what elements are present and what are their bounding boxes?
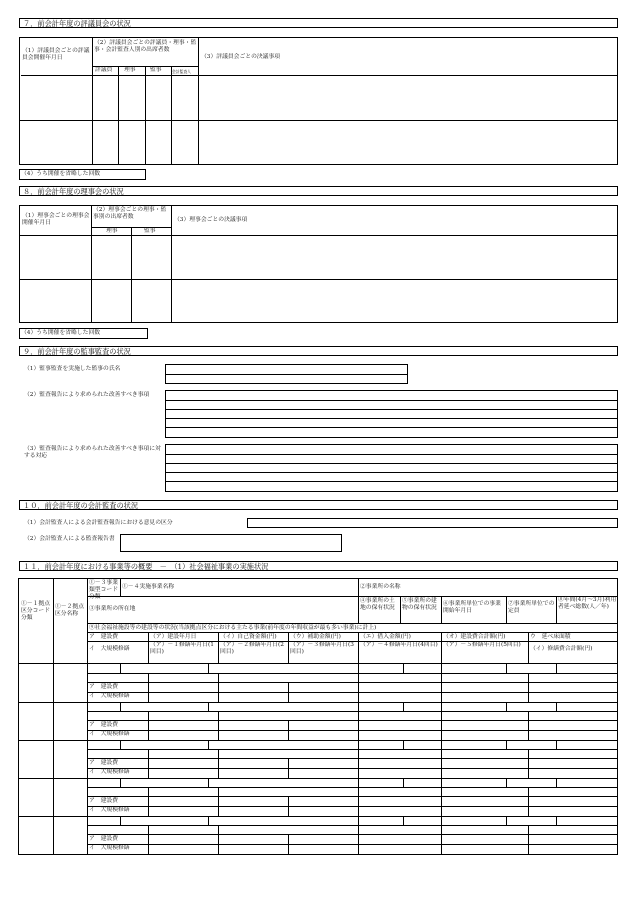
grid-rule — [288, 834, 289, 854]
s11-block5-a: ア 建設費 — [89, 836, 118, 842]
grid-rule — [358, 787, 359, 796]
s7-sub-auditor: 会計監査人 — [172, 69, 191, 74]
grid-rule — [218, 682, 219, 702]
grid-rule — [358, 702, 359, 711]
s10-q1-label: （1）会計監査人による会計監査報告における意見の区分 — [24, 520, 173, 526]
s10-q2-label: （2）会計監査人による監査報告書 — [24, 536, 115, 542]
grid-rule — [358, 664, 359, 673]
grid-rule — [556, 816, 557, 825]
grid-rule — [528, 711, 529, 720]
grid-rule — [358, 682, 359, 702]
s11-data-table — [18, 663, 618, 855]
grid-rule — [358, 673, 359, 682]
grid-rule — [528, 787, 529, 796]
grid-rule — [148, 749, 149, 758]
grid-rule — [288, 720, 289, 740]
s8-col3-header: （3）理事会ごとの決議事項 — [174, 217, 248, 223]
grid-rule — [506, 702, 507, 711]
s11-hdr-c1: ①－１拠点区分コード分類 — [21, 601, 50, 621]
grid-rule — [441, 682, 442, 702]
s8-sub-riji: 理事 — [106, 228, 118, 234]
section-8-title: ８．前会計年度の理事会の状況 — [19, 186, 618, 196]
grid-rule — [403, 816, 404, 825]
grid-rule — [148, 787, 149, 796]
grid-rule — [288, 796, 289, 816]
grid-rule — [403, 702, 404, 711]
s11-hdr-r4e: （エ）借入金額(円) — [360, 634, 411, 640]
grid-rule — [218, 673, 219, 682]
grid-rule — [441, 702, 442, 711]
s11-hdr-r5a: イ 大規模修繕 — [89, 646, 130, 652]
s8-omit-field[interactable] — [19, 328, 148, 339]
grid-rule — [148, 673, 149, 682]
grid-rule — [506, 664, 507, 673]
grid-rule — [441, 834, 442, 854]
s11-hdr-r5c: （ア）－２修繕年月日(2回目) — [220, 642, 284, 655]
s9-improvement-field[interactable] — [165, 390, 618, 438]
s11-hdr-r4g: ウ 延べ床面積 — [530, 634, 571, 640]
grid-rule — [506, 778, 507, 787]
grid-rule — [148, 825, 149, 834]
section-9-title: ９．前会計年度の監事監査の状況 — [19, 346, 618, 356]
s11-hdr-r5f: （ア）－５修繕年月日(5回目) — [443, 642, 521, 648]
grid-rule — [148, 834, 149, 854]
s11-hdr-r4c: （イ）自己資金額(円) — [220, 634, 277, 640]
grid-rule — [556, 664, 557, 673]
s11-block2-b: イ 大規模修繕 — [89, 731, 130, 737]
s11-hdr-r2e: ⑦事業所単位での定員 — [508, 601, 555, 614]
s9-q1-label: （1）監事監査を実施した監事の氏名 — [24, 366, 121, 372]
grid-rule — [358, 834, 359, 854]
s11-block2-a: ア 建設費 — [89, 722, 118, 728]
s9-response-field[interactable] — [165, 444, 618, 492]
s11-block1-b: イ 大規模修繕 — [89, 693, 130, 699]
s11-hdr-r4a: ア 建設費 — [89, 634, 118, 640]
s11-hdr-c2: ①－２拠点区分名称 — [55, 604, 84, 617]
grid-rule — [208, 778, 209, 787]
grid-rule — [441, 787, 442, 796]
grid-rule — [148, 711, 149, 720]
grid-rule — [120, 816, 121, 825]
grid-rule — [288, 758, 289, 778]
s11-header-table — [18, 578, 618, 664]
grid-rule — [528, 796, 529, 816]
s7-col3-header: （3）評議員会ごとの決議事項 — [201, 54, 281, 60]
grid-rule — [218, 749, 219, 758]
grid-rule — [528, 758, 529, 778]
grid-rule — [403, 740, 404, 749]
s7-omit-label: （4）うち開催を省略した回数 — [21, 171, 101, 177]
grid-rule — [528, 682, 529, 702]
s8-col2-header: （2）理事会ごとの理事・監事別の出席者数 — [93, 207, 167, 220]
grid-rule — [506, 740, 507, 749]
s11-hdr-r1c: ②事業所の名称 — [360, 584, 401, 590]
grid-rule — [441, 740, 442, 749]
s11-hdr-r1a: ①－３事業類型コード分類 — [89, 580, 118, 600]
grid-rule — [148, 720, 149, 740]
s7-sub-kanji: 監事 — [150, 67, 162, 73]
grid-rule — [148, 796, 149, 816]
s11-block3-a: ア 建設費 — [89, 760, 118, 766]
s11-block5-b: イ 大規模修繕 — [89, 845, 130, 851]
grid-rule — [528, 825, 529, 834]
s11-block1-a: ア 建設費 — [89, 684, 118, 690]
section-10-title: １０．前会計年度の会計監査の状況 — [19, 500, 618, 510]
grid-rule — [120, 778, 121, 787]
grid-rule — [403, 664, 404, 673]
grid-rule — [218, 834, 219, 854]
grid-rule — [528, 673, 529, 682]
s10-opinion-field[interactable] — [247, 518, 618, 528]
s11-hdr-r5b: （ア）－１修繕年月日(1回目) — [150, 642, 214, 655]
s11-hdr-r2a: ③事業所の所在地 — [89, 606, 136, 612]
s8-table — [19, 205, 618, 323]
grid-rule — [218, 711, 219, 720]
section-11-title: １１．前会計年度における事業等の概要 － （1）社会福祉事業の実施状況 — [19, 561, 618, 571]
grid-rule — [148, 758, 149, 778]
grid-rule — [441, 825, 442, 834]
grid-rule — [441, 664, 442, 673]
s11-hdr-r5d: （ア）－３修繕年月日(3回目) — [290, 642, 354, 655]
grid-rule — [556, 778, 557, 787]
s7-table — [19, 37, 618, 165]
s9-auditor-name-field[interactable] — [165, 364, 408, 384]
grid-rule — [120, 702, 121, 711]
s11-hdr-r4d: （ウ）補助金額(円) — [290, 634, 341, 640]
s11-block4-a: ア 建設費 — [89, 798, 118, 804]
grid-rule — [556, 740, 557, 749]
grid-rule — [403, 778, 404, 787]
s8-omit-label: （4）うち開催を省略した回数 — [21, 330, 101, 336]
s8-col1-header: （1）理事会ごとの理事会開催年月日 — [22, 213, 90, 226]
s10-report-field[interactable] — [120, 534, 342, 552]
grid-rule — [441, 778, 442, 787]
s11-hdr-r5g: （イ）修繕費合計額(円) — [530, 646, 593, 652]
grid-rule — [218, 825, 219, 834]
grid-rule — [506, 816, 507, 825]
grid-rule — [148, 682, 149, 702]
grid-rule — [120, 664, 121, 673]
grid-rule — [358, 816, 359, 825]
grid-rule — [441, 720, 442, 740]
grid-rule — [358, 796, 359, 816]
grid-rule — [120, 740, 121, 749]
grid-rule — [288, 682, 289, 702]
s9-q2-label: （2）監査報告により求められた改善すべき事項 — [24, 392, 150, 398]
grid-rule — [441, 673, 442, 682]
grid-rule — [441, 749, 442, 758]
grid-rule — [208, 702, 209, 711]
grid-rule — [358, 825, 359, 834]
s11-hdr-r2d: ⑥事業所単位での事業開始年月日 — [443, 601, 501, 614]
grid-rule — [358, 778, 359, 787]
s7-col1-header: （1）評議員会ごとの評議員会開催年月日 — [22, 48, 90, 61]
grid-rule — [528, 749, 529, 758]
s11-block4-b: イ 大規模修繕 — [89, 807, 130, 813]
s7-sub-riji: 理事 — [124, 67, 136, 73]
s7-date-cell-1[interactable] — [20, 75, 21, 76]
grid-rule — [208, 664, 209, 673]
grid-rule — [218, 796, 219, 816]
s11-hdr-r1b: ①－４実施事業名称 — [122, 584, 175, 590]
grid-rule — [358, 749, 359, 758]
s11-hdr-r2f: ⑧年間(4月～3月)利用者延べ総数(人／年) — [558, 597, 617, 610]
s11-hdr-r3: ⑨社会福祉施設等の建設等の状況(当該拠点区分における主たる事業(前年度の年間収益が最も多い事業)に計上) — [89, 625, 377, 631]
grid-rule — [208, 816, 209, 825]
s8-sub-kanji: 監事 — [144, 228, 156, 234]
s11-hdr-r4b: （ア）建設年月日 — [150, 634, 197, 640]
grid-rule — [358, 711, 359, 720]
s9-q3-label: （3）監査報告により求められた改善すべき事項に対する対応 — [24, 446, 161, 459]
grid-rule — [218, 758, 219, 778]
grid-rule — [218, 787, 219, 796]
s11-hdr-r2b: ④事業所の土地の保有状況 — [360, 598, 395, 611]
s11-block3-b: イ 大規模修繕 — [89, 769, 130, 775]
grid-rule — [556, 702, 557, 711]
grid-rule — [528, 834, 529, 854]
s7-omit-field[interactable] — [19, 169, 146, 180]
grid-rule — [358, 758, 359, 778]
s11-hdr-r5e: （ア）－４修繕年月日(4回目) — [360, 642, 438, 648]
grid-rule — [441, 711, 442, 720]
grid-rule — [358, 740, 359, 749]
grid-rule — [441, 796, 442, 816]
grid-rule — [441, 758, 442, 778]
grid-rule — [441, 816, 442, 825]
s7-sub-hyogiin: 評議員 — [95, 67, 113, 73]
grid-rule — [208, 740, 209, 749]
s7-col2-header: （2）評議員会ごとの評議員・理事・監事・会計監査人別の出席者数 — [94, 40, 197, 53]
s11-hdr-r4f: （オ）建設費合計額(円) — [443, 634, 506, 640]
grid-rule — [358, 720, 359, 740]
section-7-title: ７．前会計年度の評議員会の状況 — [19, 18, 618, 28]
s11-hdr-r2c: ⑤事業所の建物の保有状況 — [402, 598, 437, 611]
grid-rule — [218, 720, 219, 740]
grid-rule — [528, 720, 529, 740]
